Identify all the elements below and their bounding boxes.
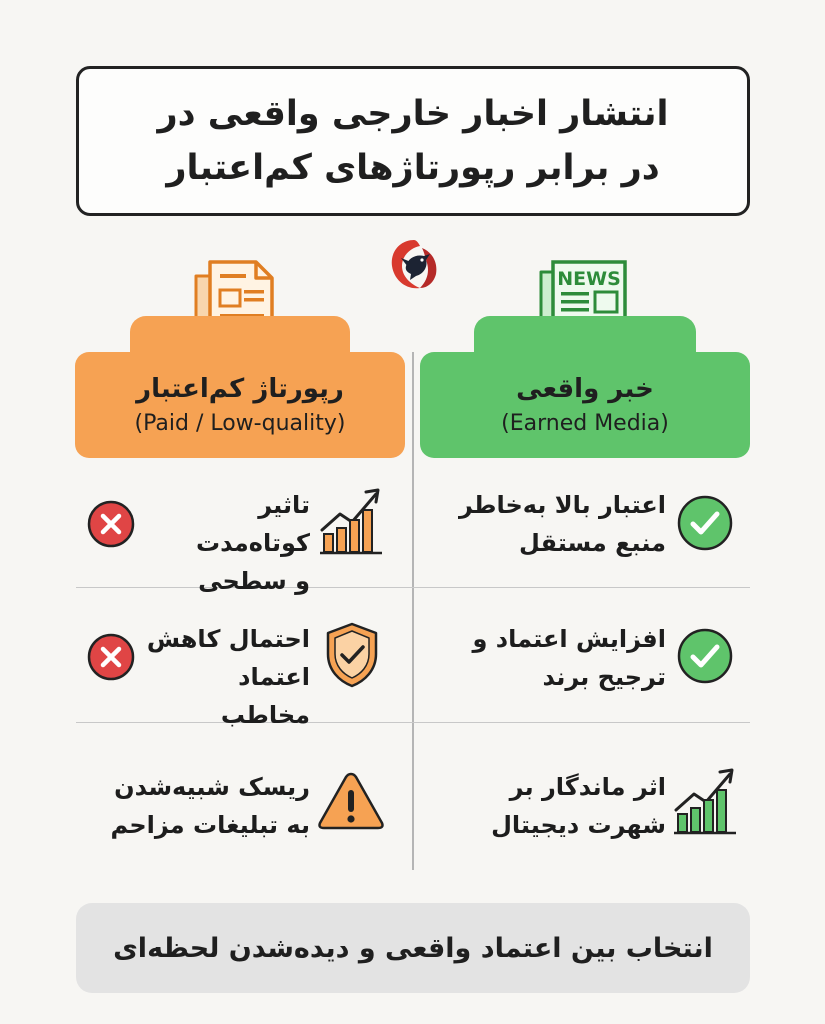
news-icon-text: NEWS xyxy=(557,268,621,290)
left-item-1: تاثیر کوتاه‌مدت و سطحی xyxy=(195,491,310,595)
check-icon xyxy=(676,494,734,552)
growth-chart-icon xyxy=(672,764,738,836)
left-header-tab xyxy=(130,316,350,356)
left-header-en: (Paid / Low-quality) xyxy=(134,411,346,436)
right-header-tab xyxy=(474,316,696,356)
left-header-fa: رپورتاژ کم‌اعتبار xyxy=(136,374,344,404)
title-line-2: در برابر رپورتاژهای کم‌اعتبار xyxy=(166,148,660,188)
left-column-header xyxy=(75,352,405,458)
right-item-1: اعتبار بالا به‌خاطر منبع مستقل xyxy=(458,491,666,557)
warning-icon xyxy=(316,770,386,832)
left-item-3: ریسک شبیه‌شدن به تبلیغات مزاحم xyxy=(110,773,310,839)
right-item-3: اثر ماندگار بر شهرت دیجیتال xyxy=(491,773,666,839)
shield-check-icon xyxy=(322,620,382,690)
right-column-header xyxy=(420,352,750,458)
right-header-fa: خبر واقعی xyxy=(516,374,654,404)
title-line-1: انتشار اخبار خارجی واقعی در xyxy=(157,94,669,134)
right-header-en: (Earned Media) xyxy=(501,411,669,436)
left-item-2: احتمال کاهش اعتماد مخاطب xyxy=(146,625,310,729)
right-item-2: افزایش اعتماد و ترجیح برند xyxy=(472,625,666,691)
footer-banner: انتخاب بین اعتماد واقعی و دیده‌شدن لحظه‌ای xyxy=(76,903,750,993)
growth-chart-icon xyxy=(318,484,384,556)
bird-logo-icon xyxy=(384,236,444,296)
column-divider xyxy=(412,352,414,870)
cross-icon xyxy=(86,632,136,682)
title-box xyxy=(76,66,750,216)
check-icon xyxy=(676,627,734,685)
cross-icon xyxy=(86,499,136,549)
